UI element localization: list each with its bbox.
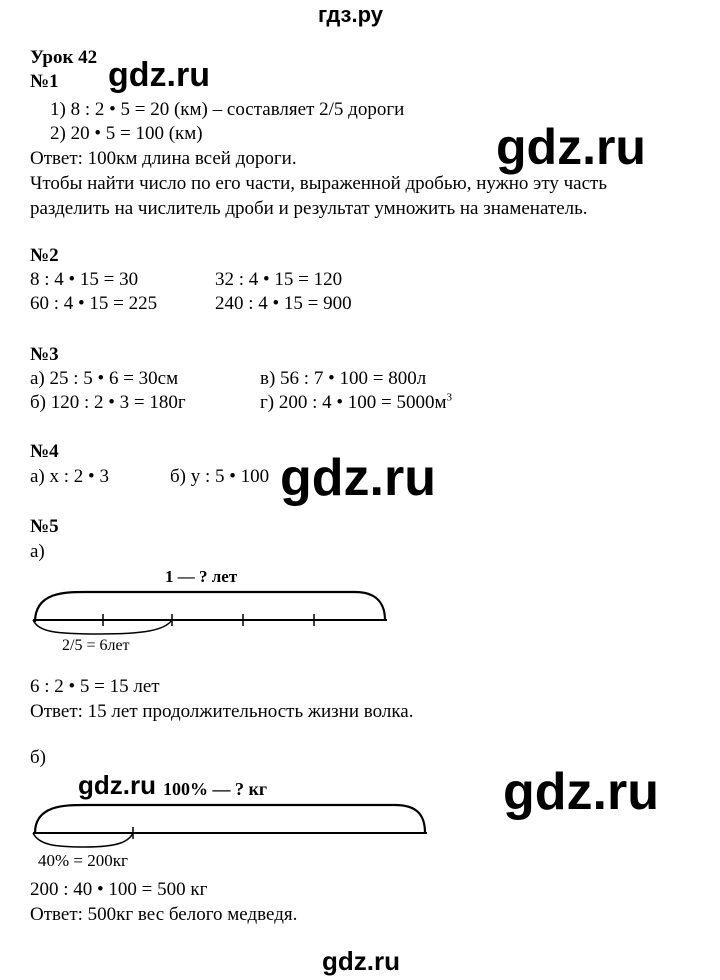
diagram-b-bottom-label: 40% = 200кг <box>38 851 128 870</box>
task3-v: в) 56 : 7 • 100 = 800л <box>260 368 427 389</box>
task5-answer-a: Ответ: 15 лет продолжительность жизни волка. <box>30 701 414 722</box>
diagram-b-top-label: 100% — ? кг <box>163 779 268 799</box>
diagram-a-top-label: 1 — ? лет <box>165 567 238 586</box>
task4-b: б) y : 5 • 100 <box>170 466 270 487</box>
watermark-6: gdz.ru <box>322 946 400 976</box>
diagram-b-bottom-brace <box>33 833 133 847</box>
watermark-5: gdz.ru <box>503 763 659 821</box>
task3-g-sup: 3 <box>446 391 453 404</box>
diagram-a-bottom-label: 2/5 = 6лет <box>62 637 130 654</box>
watermark-4: gdz.ru <box>78 770 156 800</box>
task1-rule-line2: разделить на числитель дроби и результат умножить на знаменатель. <box>30 198 588 219</box>
task2-r1c2: 32 : 4 • 15 = 120 <box>215 269 343 290</box>
task5-part-a-label: а) <box>30 541 45 562</box>
diagram-b-top-brace <box>35 805 425 833</box>
task5-calc-b: 200 : 40 • 100 = 500 кг <box>30 879 208 900</box>
task1-rule-line1: Чтобы найти число по его части, выраженной дробью, нужно эту часть <box>30 173 608 194</box>
watermark-3: gdz.ru <box>280 449 436 507</box>
watermark-1: gdz.ru <box>108 56 210 94</box>
task3-a: а) 25 : 5 • 6 = 30см <box>30 368 179 389</box>
task3-label: №3 <box>30 344 59 365</box>
task1-line2: 2) 20 • 5 = 100 (км) <box>50 123 203 144</box>
diagram-b <box>25 795 445 855</box>
task3-g-text: г) 200 : 4 • 100 = 5000м <box>260 392 447 413</box>
task1-answer: Ответ: 100км длина всей дороги. <box>30 148 297 169</box>
task2-label: №2 <box>30 245 59 266</box>
task5-part-b-label: б) <box>30 747 46 768</box>
task2-r1c1: 8 : 4 • 15 = 30 <box>30 269 139 290</box>
task2-r2c1: 60 : 4 • 15 = 225 <box>30 293 158 314</box>
task4-label: №4 <box>30 441 59 462</box>
task5-label: №5 <box>30 516 59 537</box>
task4-a: а) x : 2 • 3 <box>30 466 109 487</box>
task1-label: №1 <box>30 71 59 92</box>
site-header: гдз.ру <box>318 2 383 27</box>
task3-b: б) 120 : 2 • 3 = 180г <box>30 392 186 413</box>
lesson-title: Урок 42 <box>30 47 98 68</box>
watermark-2: gdz.ru <box>496 119 646 175</box>
task5-answer-b: Ответ: 500кг вес белого медведя. <box>30 904 298 925</box>
task1-line1: 1) 8 : 2 • 5 = 20 (км) – составляет 2/5 дороги <box>50 99 405 120</box>
diagram-a-top-brace <box>35 592 385 622</box>
task2-r2c2: 240 : 4 • 15 = 900 <box>215 293 352 314</box>
task3-g <box>260 391 452 415</box>
task5-calc-a: 6 : 2 • 5 = 15 лет <box>30 676 160 697</box>
